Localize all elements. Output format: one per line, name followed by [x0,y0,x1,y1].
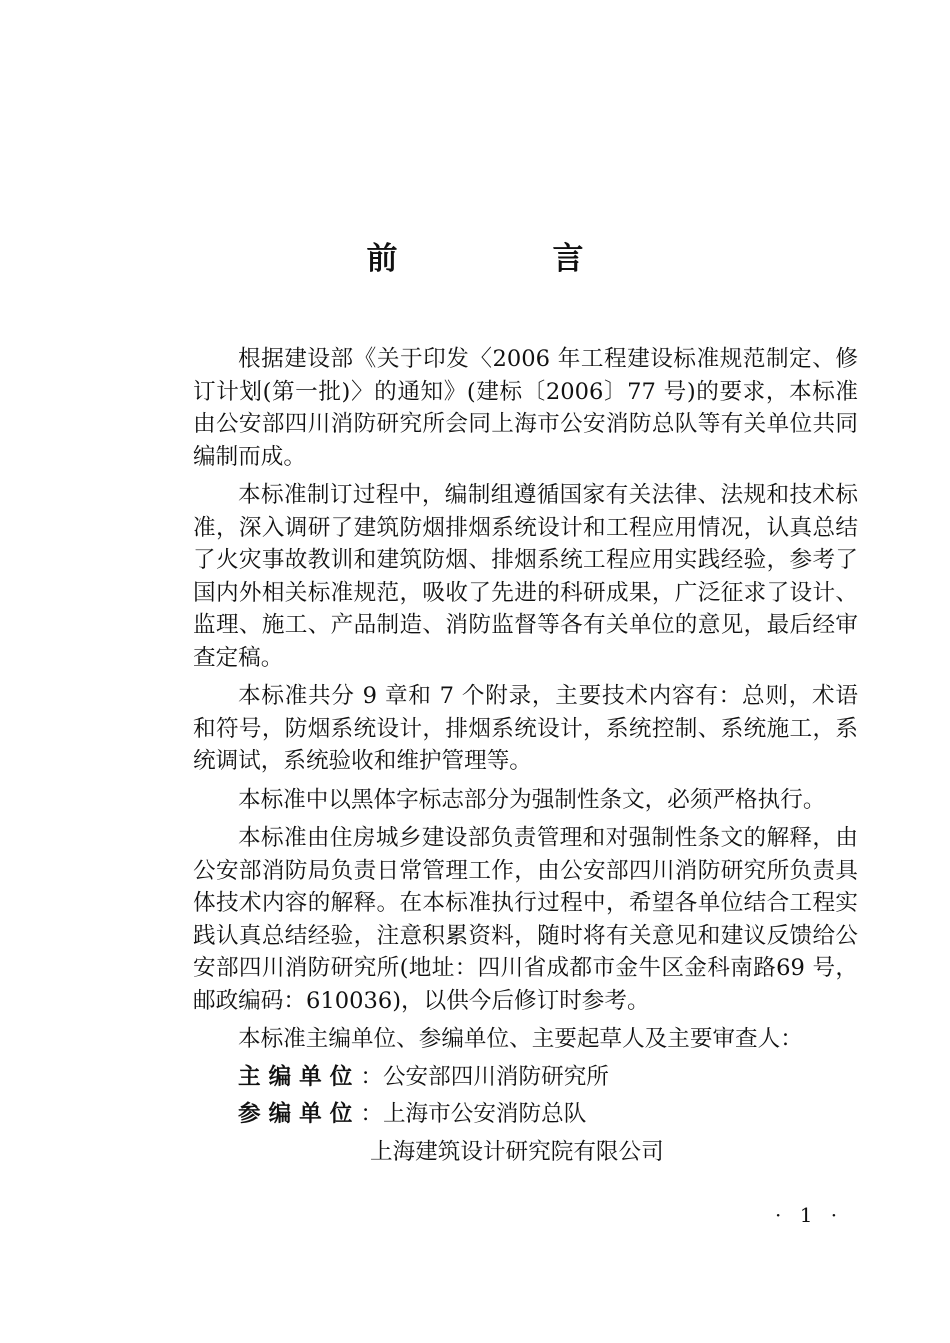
participating-units-row [193,1098,858,1131]
paragraph-basis: 根据建设部《关于印发〈2006 年工程建设标准规范制定、修订计划(第一批)〉的通知》(建标〔2006〕77 号)的要求，本标准由公安部四川消防研究所会同上海市公安消防总队等有关单位共同编制而成。 [193,346,858,470]
participating-unit-1: ：上海市公安消防总队 [360,1101,587,1127]
chief-unit-label: 主编单位 [238,1063,361,1090]
paragraph-mandatory: 本标准中以黑体字标志部分为强制性条文，必须严格执行。 [238,786,826,813]
participating-units-label: 参编单位 [238,1101,361,1127]
paragraph-units-intro: 本标准主编单位、参编单位、主要起草人及主要审查人： [238,1026,803,1052]
page-title: 前 言 [366,241,646,277]
paragraph-process: 本标准制订过程中，编制组遵循国家有关法律、法规和技术标准，深入调研了建筑防烟排烟系统设计和工程应用情况，认真总结了火灾事故教训和建筑防烟、排烟系统工程应用实践经验，参考了国内外相关标准规范，吸收了先进的科研成果，广泛征求了设计、监理、施工、产品制造、消防监督等各有关单位的意见，最后经审查定稿。 [193,482,858,671]
preface-body [193,343,858,1168]
participating-unit-2: 上海建筑设计研究院有限公司 [370,1138,664,1165]
paragraph-management: 本标准由住房城乡建设部负责管理和对强制性条文的解释，由公安部消防局负责日常管理工作，由公安部四川消防研究所负责具体技术内容的解释。在本标准执行过程中，希望各单位结合工程实践认真总结经验，注意积累资料，随时将有关意见和建议反馈给公安部四川消防研究所(地址：四川省成都市金牛区金科南路69 号，邮政编码：610036)，以供今后修订时参考。 [193,825,858,1014]
page-number: · 1 · [775,1203,844,1227]
paragraph-contents: 本标准共分 9 章和 7 个附录，主要技术内容有：总则，术语和符号，防烟系统设计，排烟系统设计，系统控制、系统施工，系统调试，系统验收和维护管理等。 [193,683,858,774]
chief-unit-row [193,1061,858,1094]
chief-unit-value: ：公安部四川消防研究所 [360,1063,609,1090]
